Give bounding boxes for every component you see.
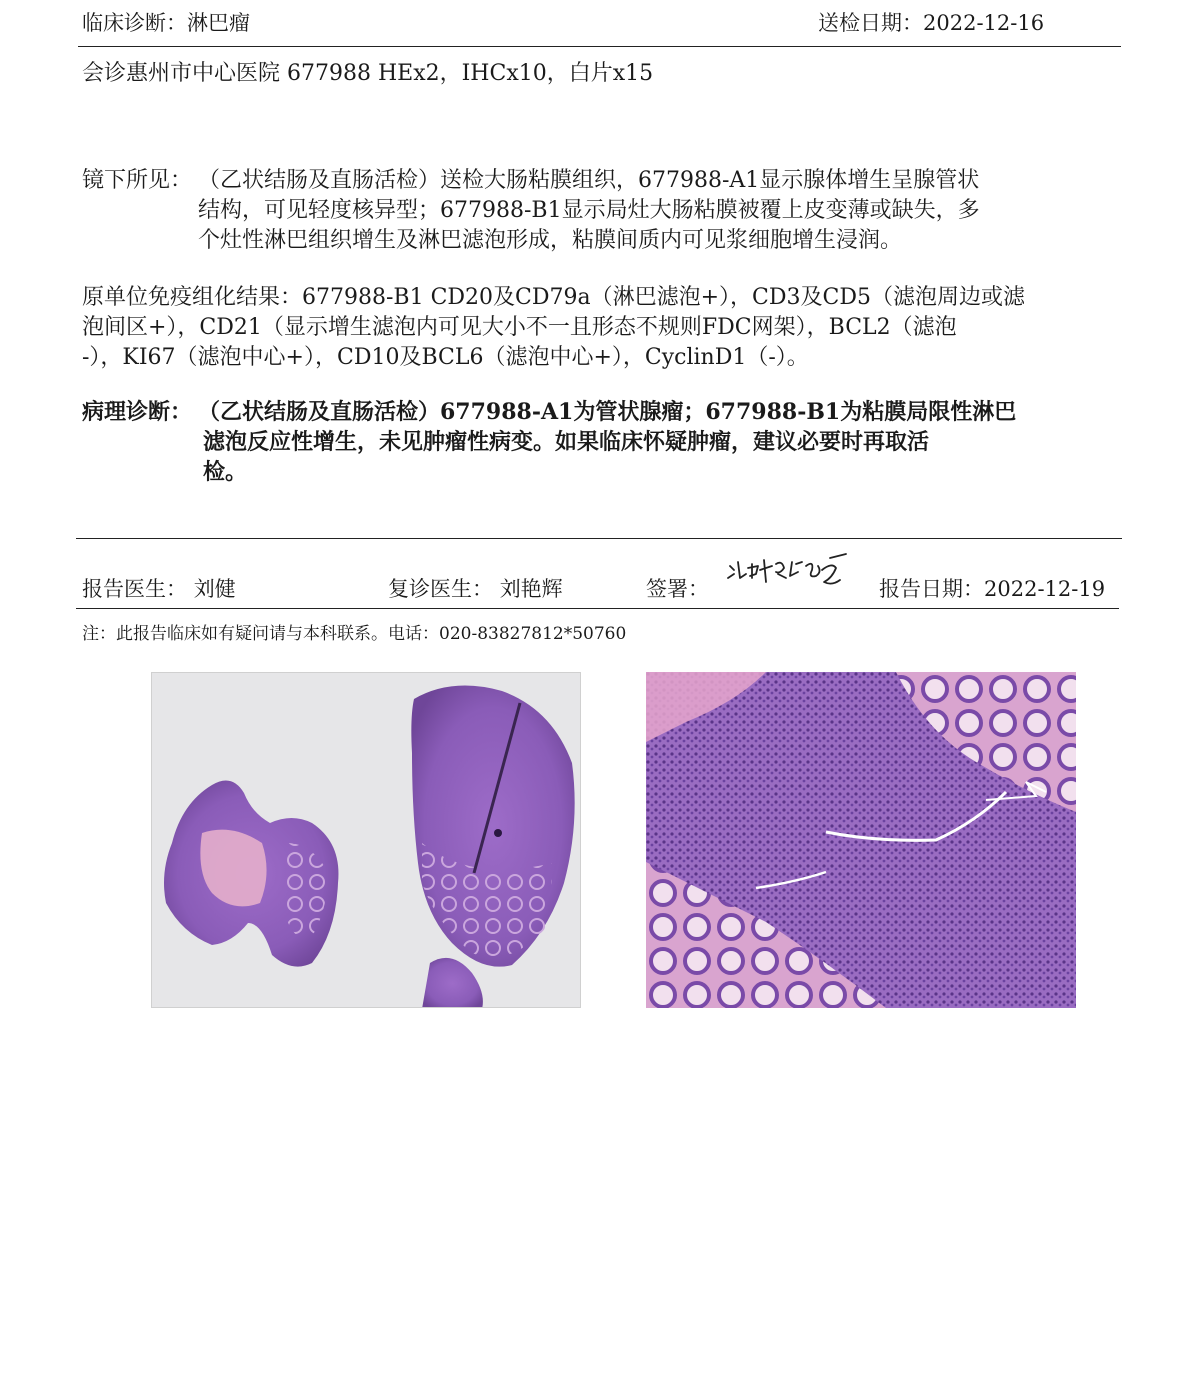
clinical-diagnosis <box>82 8 250 38</box>
review-doctor-name: 刘艳辉 <box>499 577 563 601</box>
clinical-diagnosis-label: 临床诊断： <box>82 11 187 35</box>
report-date-value: 2022-12-19 <box>984 577 1106 601</box>
handwritten-signature <box>722 552 850 596</box>
diagnosis-line-3: 检。 <box>203 459 248 485</box>
high-power-tissue-drawing <box>646 672 1076 1008</box>
low-power-specimen-drawing <box>152 673 581 1008</box>
review-doctor-label: 复诊医生： <box>388 577 493 601</box>
header-divider <box>78 46 1121 47</box>
report-doctor <box>82 574 236 604</box>
submit-date-value: 2022-12-16 <box>923 11 1045 35</box>
microscopy-label: 镜下所见： <box>82 168 193 193</box>
microscopy-line-2: 结构，可见轻度核异型；677988-B1显示局灶大肠粘膜被覆上皮变薄或缺失，多 <box>198 198 980 223</box>
submit-date <box>818 8 1044 38</box>
ihc-line-3: -），KI67（滤泡中心+），CD10及BCL6（滤泡中心+），CyclinD1（-）。 <box>82 345 809 370</box>
signature-bottom-divider <box>76 608 1119 609</box>
submit-date-label: 送检日期： <box>818 11 923 35</box>
histology-image-low-power <box>151 672 581 1008</box>
report-date <box>879 574 1105 604</box>
consult-line: 会诊惠州市中心医院 677988 HEx2，IHCx10，白片x15 <box>82 61 654 86</box>
report-doctor-label: 报告医生： <box>82 577 187 601</box>
contact-note: 注：此报告临床如有疑问请与本科联系。电话：020-83827812*50760 <box>82 624 627 644</box>
diagnosis-line-1: （乙状结肠及直肠活检）677988-A1为管状腺瘤；677988-B1为粘膜局限性淋巴 <box>198 399 1017 425</box>
report-date-label: 报告日期： <box>879 577 984 601</box>
histology-image-high-power <box>646 672 1076 1008</box>
microscopy-line-1: （乙状结肠及直肠活检）送检大肠粘膜组织，677988-A1显示腺体增生呈腺管状 <box>198 168 980 193</box>
review-doctor <box>388 574 563 604</box>
microscopy-line-3: 个灶性淋巴组织增生及淋巴滤泡形成，粘膜间质内可见浆细胞增生浸润。 <box>198 228 903 253</box>
diagnosis-line-2: 滤泡反应性增生，未见肿瘤性病变。如果临床怀疑肿瘤，建议必要时再取活 <box>203 429 930 455</box>
ihc-line-2: 泡间区+），CD21（显示增生滤泡内可见大小不一且形态不规则FDC网架），BCL2（滤泡 <box>82 315 957 340</box>
clinical-diagnosis-value: 淋巴瘤 <box>187 11 250 35</box>
report-doctor-name: 刘健 <box>193 577 236 601</box>
diagnosis-label: 病理诊断： <box>82 399 193 425</box>
ihc-line-1: 原单位免疫组化结果：677988-B1 CD20及CD79a（淋巴滤泡+），CD3及CD5（滤泡周边或滤 <box>82 285 1025 310</box>
signature-top-divider <box>76 538 1122 539</box>
signature-label: 签署： <box>646 577 709 601</box>
